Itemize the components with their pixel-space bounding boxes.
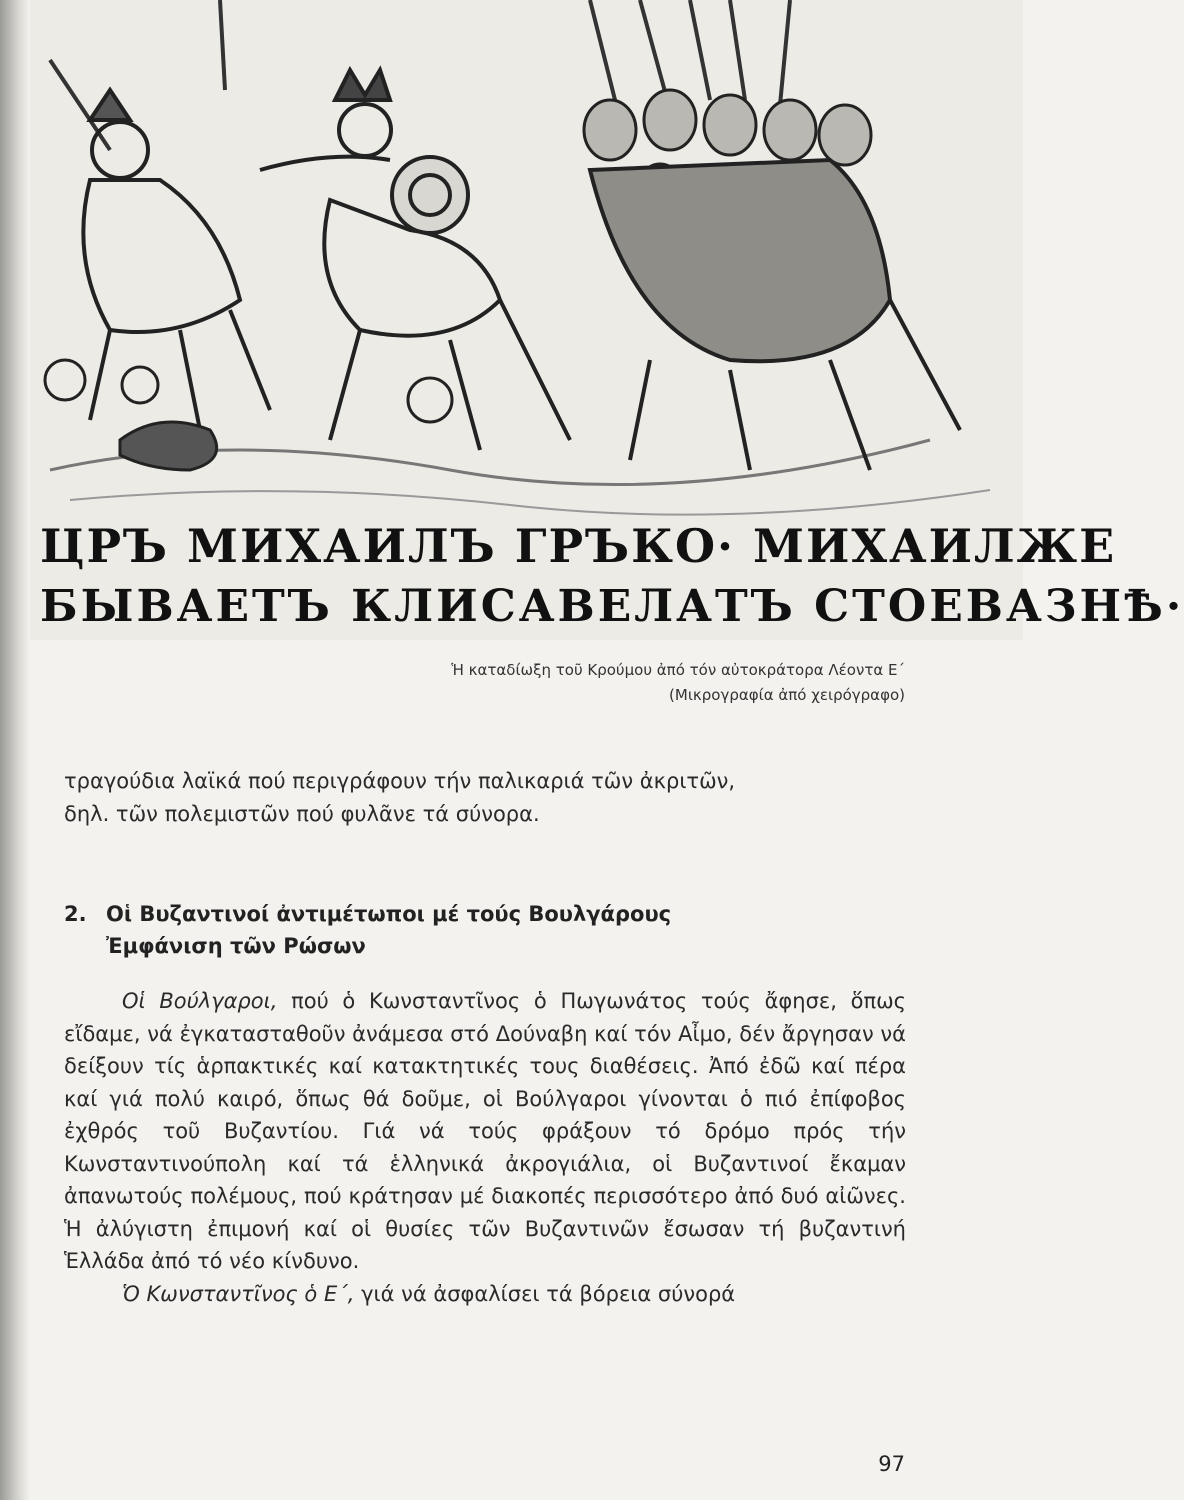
body-paragraph-2-text: γιά νά ἀσφαλίσει τά βόρεια σύνορά — [354, 1281, 736, 1306]
intro-line-1: τραγούδια λαϊκά πού περιγράφουν τήν παλικαριά τῶν ἀκριτῶν, — [64, 769, 736, 793]
body-paragraph-1-text: πού ὁ Κωνσταντῖνος ὁ Πωγωνάτος τούς ἄφησε, ὅπως εἴδαμε, νά ἐγκατασταθοῦν ἀνάμεσα στό Δούναβη καί τόν Αἶμο, δέν ἄργησαν νά δείξουν τίς ἁρπακτικές καί κατακτητικές τους διαθέσεις. Ἀπό ἐδῶ καί πέρα καί γιά πολύ καιρό, ὅπως θά δοῦμε, οἱ Βούλγαροι γίνονται ὁ πιό ἐπίφοβος ἐχθρός τοῦ Βυζαντίου. Γιά νά τούς φράξουν τό δρόμο πρός τήν Κωνσταντινούπολη καί τά ἑλληνικά ἀκρογιάλια, οἱ Βυζαντινοί ἔκαμαν ἀπανωτούς πολέμους, πού κράτησαν μέ διακοπές περισσότερο ἀπό δυό αἰῶνες. Ἡ ἀλύγιστη ἐπιμονή καί οἱ θυσίες τῶν Βυζαντινῶν ἔσωσαν τή βυζαντινή Ἑλλάδα ἀπό τό νέο κίνδυνο. — [64, 989, 906, 1273]
body-text — [64, 985, 906, 1310]
manuscript-line-1: ЦРЪ МИХАИЛЪ ГРЪКО· МИХАИЛЖЕ — [40, 519, 1117, 573]
body-paragraph-2 — [64, 1278, 906, 1311]
emphasis-constantine: Ὁ Κωνσταντῖνος ὁ Ε΄, — [122, 1281, 355, 1306]
section-heading — [64, 898, 914, 962]
emphasis-bulgarians: Οἱ Βούλγαροι, — [122, 989, 278, 1013]
section-number: 2. — [64, 902, 87, 926]
caption-line-2: (Μικρογραφία ἀπό χειρόγραφο) — [669, 686, 905, 704]
intro-line-2: δηλ. τῶν πολεμιστῶν πού φυλᾶνε τά σύνορα. — [64, 802, 540, 826]
caption-line-1: Ἡ καταδίωξη τοῦ Κρούμου ἀπό τόν αὐτοκράτορα Λέοντα Ε΄ — [451, 661, 905, 679]
section-title: Οἱ Βυζαντινοί ἀντιμέτωποι μέ τούς Βουλγάρους — [106, 902, 672, 926]
page-edge-shadow — [0, 0, 30, 1500]
figure-caption — [345, 658, 905, 708]
body-paragraph-1 — [64, 985, 906, 1278]
section-subtitle: Ἐμφάνιση τῶν Ρώσων — [106, 934, 366, 958]
page-number: 97 — [878, 1452, 905, 1476]
manuscript-line-2: БЫВАЕТЪ КЛИСАВЕЛАТЪ СТОЕВАЗНѢ· — [40, 581, 1184, 632]
intro-paragraph — [64, 765, 914, 831]
manuscript-inscription — [40, 515, 1184, 637]
